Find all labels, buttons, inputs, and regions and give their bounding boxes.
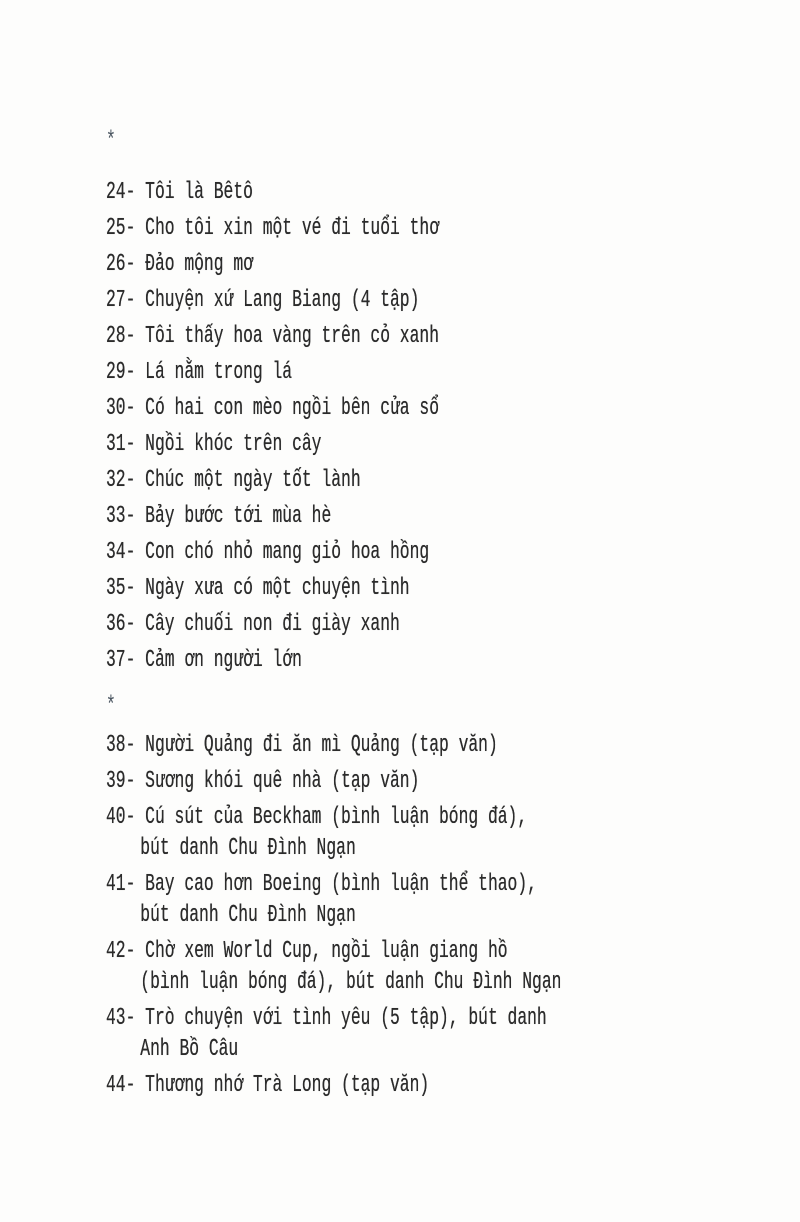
item-title: Đảo mộng mơ [145, 251, 253, 278]
list-item [106, 249, 759, 280]
item-line [106, 501, 759, 532]
item-line [106, 766, 759, 797]
item-number: 31- [106, 431, 136, 458]
item-title: Cho tôi xin một vé đi tuổi thơ [145, 215, 439, 242]
list-item [106, 285, 759, 316]
item-line [106, 869, 759, 900]
list-item [106, 609, 759, 640]
item-line [106, 177, 759, 208]
section-marker: * [106, 693, 116, 720]
item-line: (bình luận bóng đá), bút danh Chu Đình Ngạn [140, 969, 562, 996]
item-number: 28- [106, 323, 136, 350]
item-title: Ngồi khóc trên cây [145, 431, 322, 458]
item-title: Cây chuối non đi giày xanh [145, 611, 400, 638]
item-title: Ngày xưa có một chuyện tình [145, 575, 410, 602]
item-title: Chuyện xứ Lang Biang (4 tập) [145, 287, 420, 314]
item-line [106, 730, 759, 761]
list-item [106, 357, 759, 388]
item-number: 26- [106, 251, 136, 278]
item-number: 32- [106, 467, 136, 494]
list-item [106, 393, 759, 424]
list-item [106, 730, 759, 761]
list-item [106, 537, 759, 568]
item-line [106, 429, 759, 460]
item-line [106, 609, 759, 640]
item-title: Thương nhớ Trà Long (tạp văn) [145, 1072, 430, 1099]
item-line: bút danh Chu Đình Ngạn [140, 835, 356, 862]
item-number: 27- [106, 287, 136, 314]
item-title: Chờ xem World Cup, ngồi luận giang hồ [145, 938, 508, 965]
item-line [106, 357, 759, 388]
item-line [106, 249, 759, 280]
item-number: 39- [106, 768, 136, 795]
item-number: 38- [106, 732, 136, 759]
item-line: bút danh Chu Đình Ngạn [140, 902, 356, 929]
item-number: 24- [106, 179, 136, 206]
list-item [106, 802, 759, 864]
list-item [106, 936, 759, 998]
item-title: Tôi thấy hoa vàng trên cỏ xanh [145, 323, 439, 350]
item-number: 33- [106, 503, 136, 530]
list-item [106, 429, 759, 460]
item-number: 30- [106, 395, 136, 422]
item-line [106, 285, 759, 316]
item-line [106, 573, 759, 604]
item-number: 34- [106, 539, 136, 566]
list-item [106, 465, 759, 496]
item-line [106, 645, 759, 676]
list-item [106, 177, 759, 208]
item-line [106, 936, 759, 967]
item-line [106, 321, 759, 352]
item-title: Trò chuyện với tình yêu (5 tập), bút danh [145, 1005, 547, 1032]
section-marker: * [106, 128, 116, 155]
book-section [106, 177, 759, 676]
list-item [106, 573, 759, 604]
item-line [106, 213, 759, 244]
item-line [106, 1070, 759, 1101]
book-title-list [106, 127, 759, 1106]
list-item [106, 213, 759, 244]
item-title: Cú sút của Beckham (bình luận bóng đá), [145, 804, 528, 831]
item-number: 41- [106, 871, 136, 898]
item-number: 42- [106, 938, 136, 965]
item-number: 36- [106, 611, 136, 638]
item-number: 40- [106, 804, 136, 831]
item-title: Người Quảng đi ăn mì Quảng (tạp văn) [145, 732, 498, 759]
item-title: Bay cao hơn Boeing (bình luận thể thao), [145, 871, 537, 898]
list-item [106, 1003, 759, 1065]
list-item [106, 869, 759, 931]
item-title: Tôi là Bêtô [145, 179, 253, 206]
list-item [106, 501, 759, 532]
item-number: 43- [106, 1005, 136, 1032]
list-item [106, 645, 759, 676]
item-line [106, 802, 759, 833]
list-item [106, 766, 759, 797]
item-line [106, 465, 759, 496]
item-line [106, 1003, 759, 1034]
item-title: Lá nằm trong lá [145, 359, 293, 386]
item-title: Cảm ơn người lớn [145, 647, 302, 674]
book-section [106, 730, 759, 1101]
item-title: Bảy bước tới mùa hè [145, 503, 332, 530]
item-title: Chúc một ngày tốt lành [145, 467, 361, 494]
item-number: 37- [106, 647, 136, 674]
item-line [106, 393, 759, 424]
item-number: 35- [106, 575, 136, 602]
list-item [106, 321, 759, 352]
item-line [106, 537, 759, 568]
item-number: 44- [106, 1072, 136, 1099]
list-item [106, 1070, 759, 1101]
item-title: Có hai con mèo ngồi bên cửa sổ [145, 395, 439, 422]
item-title: Con chó nhỏ mang giỏ hoa hồng [145, 539, 430, 566]
item-number: 25- [106, 215, 136, 242]
item-number: 29- [106, 359, 136, 386]
item-title: Sương khói quê nhà (tạp văn) [145, 768, 420, 795]
item-line: Anh Bồ Câu [140, 1036, 239, 1063]
